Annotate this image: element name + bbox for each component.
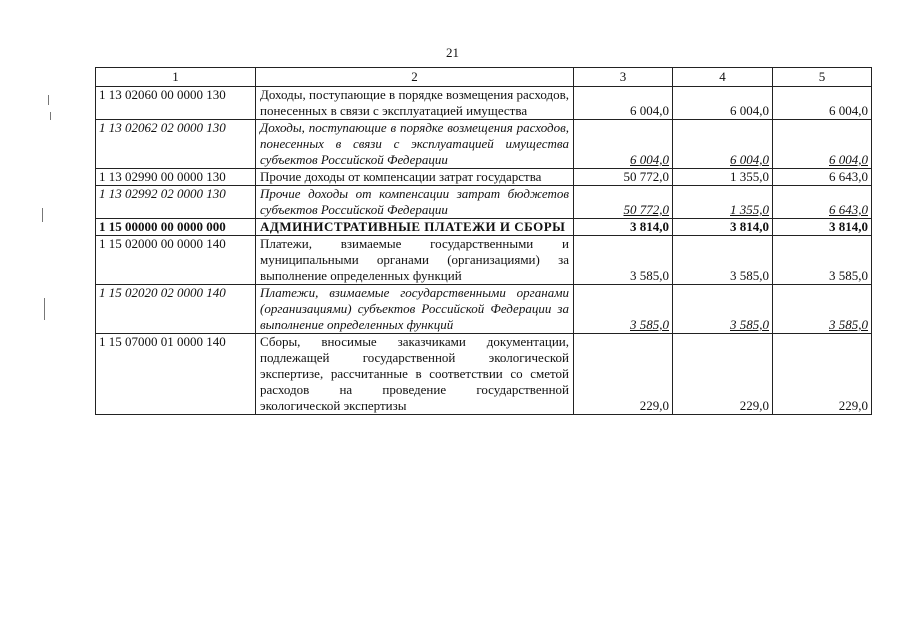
value-col-3: 229,0: [574, 334, 673, 415]
column-header: 3: [574, 68, 673, 87]
scan-artifact: [50, 112, 51, 120]
value-col-3: 6 004,0: [574, 87, 673, 120]
revenue-name: Прочие доходы от компенсации затрат бюджетов субъектов Российской Федерации: [256, 186, 574, 219]
budget-code: 1 15 00000 00 0000 000: [96, 219, 256, 236]
value-col-3: 3 585,0: [574, 285, 673, 334]
table-row: [96, 219, 872, 236]
page-number: 21: [446, 45, 459, 60]
table-row: [96, 285, 872, 334]
budget-code: 1 15 07000 01 0000 140: [96, 334, 256, 415]
column-header: 2: [256, 68, 574, 87]
table-row: [96, 120, 872, 169]
table-row: [96, 87, 872, 120]
value-col-5: 6 643,0: [773, 186, 872, 219]
budget-code: 1 15 02000 00 0000 140: [96, 236, 256, 285]
value-col-4: 6 004,0: [673, 120, 773, 169]
value-col-5: 6 004,0: [773, 87, 872, 120]
revenue-name: Прочие доходы от компенсации затрат государства: [256, 169, 574, 186]
budget-code: 1 13 02990 00 0000 130: [96, 169, 256, 186]
value-col-4: 229,0: [673, 334, 773, 415]
table-row: [96, 334, 872, 415]
budget-table: [95, 67, 872, 415]
value-col-5: 6 643,0: [773, 169, 872, 186]
value-col-4: 3 585,0: [673, 236, 773, 285]
value-col-5: 229,0: [773, 334, 872, 415]
revenue-name: Сборы, вносимые заказчиками документации, подлежащей государственной экологической экспертизе, рассчитанные в соответствии со сметой расходов на проведение государственной экологической экспертизы: [256, 334, 574, 415]
value-col-5: 3 585,0: [773, 285, 872, 334]
value-col-4: 6 004,0: [673, 87, 773, 120]
value-col-3: 6 004,0: [574, 120, 673, 169]
value-col-5: 3 585,0: [773, 236, 872, 285]
budget-code: 1 13 02992 02 0000 130: [96, 186, 256, 219]
revenue-name: Доходы, поступающие в порядке возмещения расходов, понесенных в связи с эксплуатацией имущества субъектов Российской Федерации: [256, 120, 574, 169]
scan-artifact: [42, 208, 43, 222]
column-header: 4: [673, 68, 773, 87]
budget-code: 1 15 02020 02 0000 140: [96, 285, 256, 334]
revenue-name: АДМИНИСТРАТИВНЫЕ ПЛАТЕЖИ И СБОРЫ: [256, 219, 574, 236]
budget-code: 1 13 02062 02 0000 130: [96, 120, 256, 169]
value-col-4: 1 355,0: [673, 186, 773, 219]
value-col-4: 3 814,0: [673, 219, 773, 236]
column-header: 5: [773, 68, 872, 87]
scan-artifact: [48, 95, 49, 105]
revenue-name: Платежи, взимаемые государственными и муниципальными органами (организациями) за выполнение определенных функций: [256, 236, 574, 285]
value-col-5: 3 814,0: [773, 219, 872, 236]
table-row: [96, 236, 872, 285]
column-header: 1: [96, 68, 256, 87]
scan-artifact: [44, 298, 45, 320]
value-col-3: 3 814,0: [574, 219, 673, 236]
value-col-3: 3 585,0: [574, 236, 673, 285]
revenue-name: Платежи, взимаемые государственными органами (организациями) субъектов Российской Федерации за выполнение определенных функций: [256, 285, 574, 334]
table-header-row: [96, 68, 872, 87]
value-col-4: 1 355,0: [673, 169, 773, 186]
value-col-5: 6 004,0: [773, 120, 872, 169]
revenue-name: Доходы, поступающие в порядке возмещения расходов, понесенных в связи с эксплуатацией имущества: [256, 87, 574, 120]
table-row: [96, 186, 872, 219]
budget-code: 1 13 02060 00 0000 130: [96, 87, 256, 120]
table-row: [96, 169, 872, 186]
value-col-3: 50 772,0: [574, 169, 673, 186]
value-col-4: 3 585,0: [673, 285, 773, 334]
value-col-3: 50 772,0: [574, 186, 673, 219]
